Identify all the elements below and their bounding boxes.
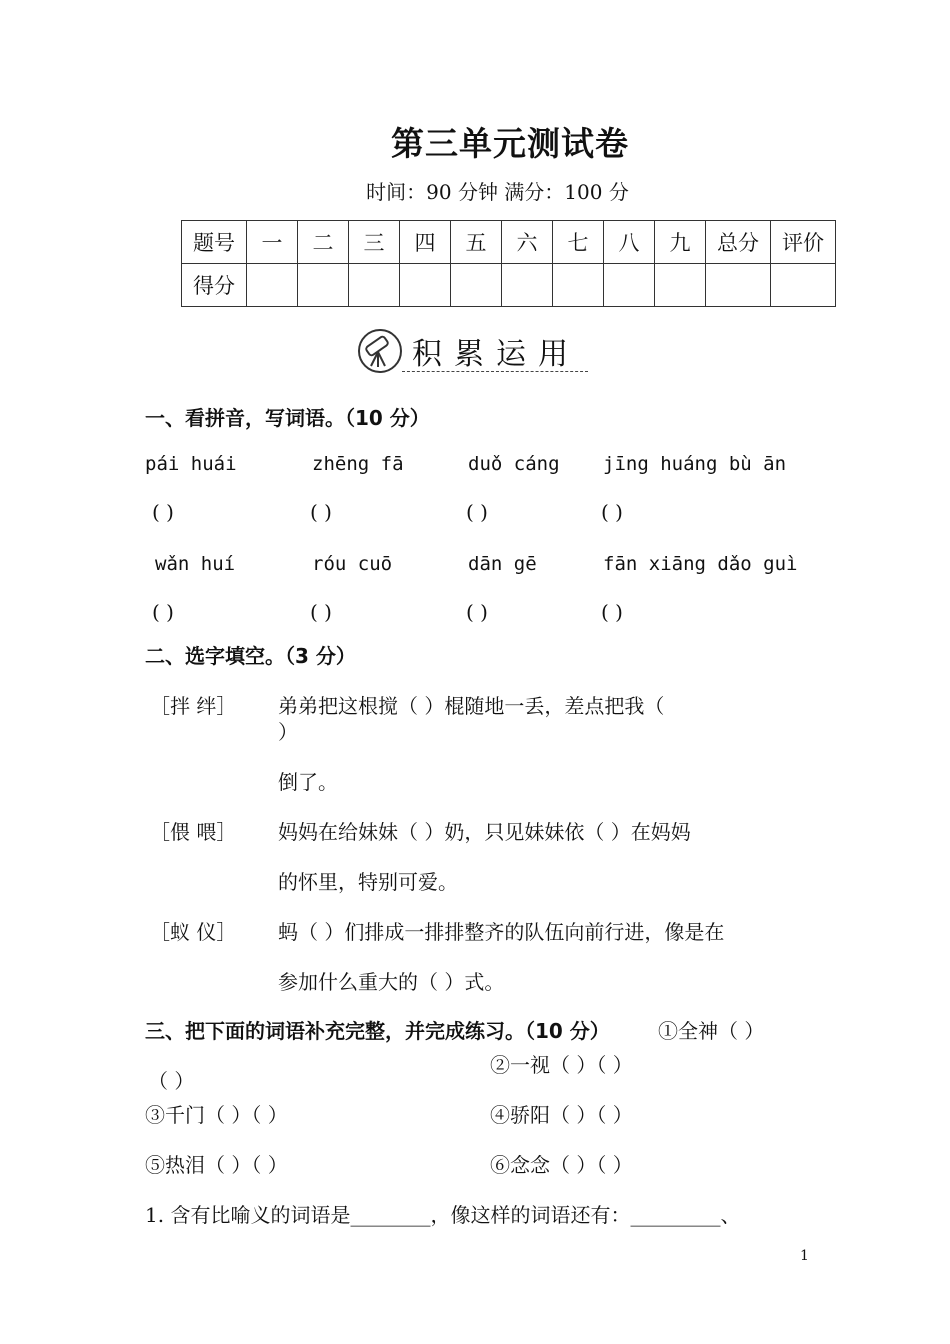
pinyin: fān xiāng dǎo guì bbox=[603, 553, 798, 575]
score-table-score-row bbox=[182, 264, 836, 307]
exam-info: 时间：90 分钟 满分：100 分 bbox=[366, 180, 629, 204]
word-item: ④骄阳（ ）（ ） bbox=[490, 1103, 633, 1127]
header-cell: 一 bbox=[247, 221, 298, 264]
header-cell: 题号 bbox=[182, 221, 247, 264]
section1-heading: 一、看拼音，写词语。（10 分） bbox=[145, 406, 430, 430]
header-cell: 二 bbox=[298, 221, 349, 264]
score-cell[interactable] bbox=[502, 264, 553, 307]
telescope-icon bbox=[356, 326, 406, 376]
answer-blank[interactable]: ( ) bbox=[601, 500, 623, 524]
question-text: 1. 含有比喻义的词语是________，像这样的词语还有：_________、 bbox=[145, 1203, 741, 1227]
char-options: ［拌 绊］ bbox=[150, 694, 237, 718]
fill-sentence: 的怀里，特别可爱。 bbox=[278, 870, 458, 894]
score-cell[interactable] bbox=[298, 264, 349, 307]
fill-sentence: 倒了。 bbox=[278, 770, 338, 794]
header-cell: 五 bbox=[451, 221, 502, 264]
header-cell: 七 bbox=[553, 221, 604, 264]
answer-blank[interactable]: ( ) bbox=[466, 500, 488, 524]
section2-heading: 二、选字填空。（3 分） bbox=[145, 644, 356, 668]
fill-sentence: ） bbox=[278, 720, 298, 744]
answer-blank[interactable]: ( ) bbox=[152, 600, 174, 624]
pinyin: zhēng fā bbox=[312, 453, 404, 475]
score-table bbox=[181, 220, 836, 307]
word-item: ⑤热泪（ ）（ ） bbox=[145, 1153, 288, 1177]
word-item: ⑥念念（ ）（ ） bbox=[490, 1153, 633, 1177]
fill-sentence: 蚂（ ）们排成一排排整齐的队伍向前行进，像是在 bbox=[278, 920, 725, 944]
score-cell[interactable] bbox=[553, 264, 604, 307]
score-cell[interactable] bbox=[400, 264, 451, 307]
pinyin: dān gē bbox=[468, 553, 537, 575]
score-cell[interactable] bbox=[349, 264, 400, 307]
pinyin: pái huái bbox=[145, 453, 237, 475]
page-title: 第三单元测试卷 bbox=[391, 124, 629, 163]
score-cell[interactable] bbox=[451, 264, 502, 307]
char-options: ［蚁 仪］ bbox=[150, 920, 237, 944]
pinyin: róu cuō bbox=[312, 553, 393, 575]
fill-sentence: 参加什么重大的（ ）式。 bbox=[278, 970, 505, 994]
row-label: 得分 bbox=[182, 264, 247, 307]
pinyin: wǎn huí bbox=[155, 553, 236, 575]
page-number: 1 bbox=[800, 1248, 809, 1264]
header-cell: 评价 bbox=[771, 221, 836, 264]
header-cell: 九 bbox=[655, 221, 706, 264]
header-cell: 八 bbox=[604, 221, 655, 264]
fill-sentence: 弟弟把这根搅（ ）棍随地一丢，差点把我（ bbox=[278, 694, 665, 718]
answer-blank[interactable]: ( ) bbox=[466, 600, 488, 624]
header-cell: 三 bbox=[349, 221, 400, 264]
answer-blank[interactable]: ( ) bbox=[152, 500, 174, 524]
score-table-header-row bbox=[182, 221, 836, 264]
header-cell: 四 bbox=[400, 221, 451, 264]
banner-underline bbox=[402, 371, 588, 372]
score-cell[interactable] bbox=[706, 264, 771, 307]
word-item: （ ） bbox=[148, 1069, 195, 1093]
header-cell: 六 bbox=[502, 221, 553, 264]
answer-blank[interactable]: ( ) bbox=[310, 500, 332, 524]
word-item: ②一视（ ）（ ） bbox=[490, 1053, 633, 1077]
answer-blank[interactable]: ( ) bbox=[601, 600, 623, 624]
score-cell[interactable] bbox=[247, 264, 298, 307]
pinyin: jīng huáng bù ān bbox=[603, 453, 787, 475]
score-cell[interactable] bbox=[604, 264, 655, 307]
header-cell: 总分 bbox=[706, 221, 771, 264]
score-cell[interactable] bbox=[771, 264, 836, 307]
fill-sentence: 妈妈在给妹妹（ ）奶，只见妹妹依（ ）在妈妈 bbox=[278, 820, 691, 844]
section-banner: 积累运用 bbox=[412, 337, 580, 372]
pinyin: duǒ cáng bbox=[468, 453, 560, 475]
word-item: ③千门（ ）（ ） bbox=[145, 1103, 288, 1127]
score-cell[interactable] bbox=[655, 264, 706, 307]
char-options: ［偎 喂］ bbox=[150, 820, 237, 844]
answer-blank[interactable]: ( ) bbox=[310, 600, 332, 624]
section3-heading: 三、把下面的词语补充完整，并完成练习。（10 分） bbox=[145, 1019, 610, 1043]
word-item: ①全神（ ） bbox=[658, 1019, 765, 1043]
